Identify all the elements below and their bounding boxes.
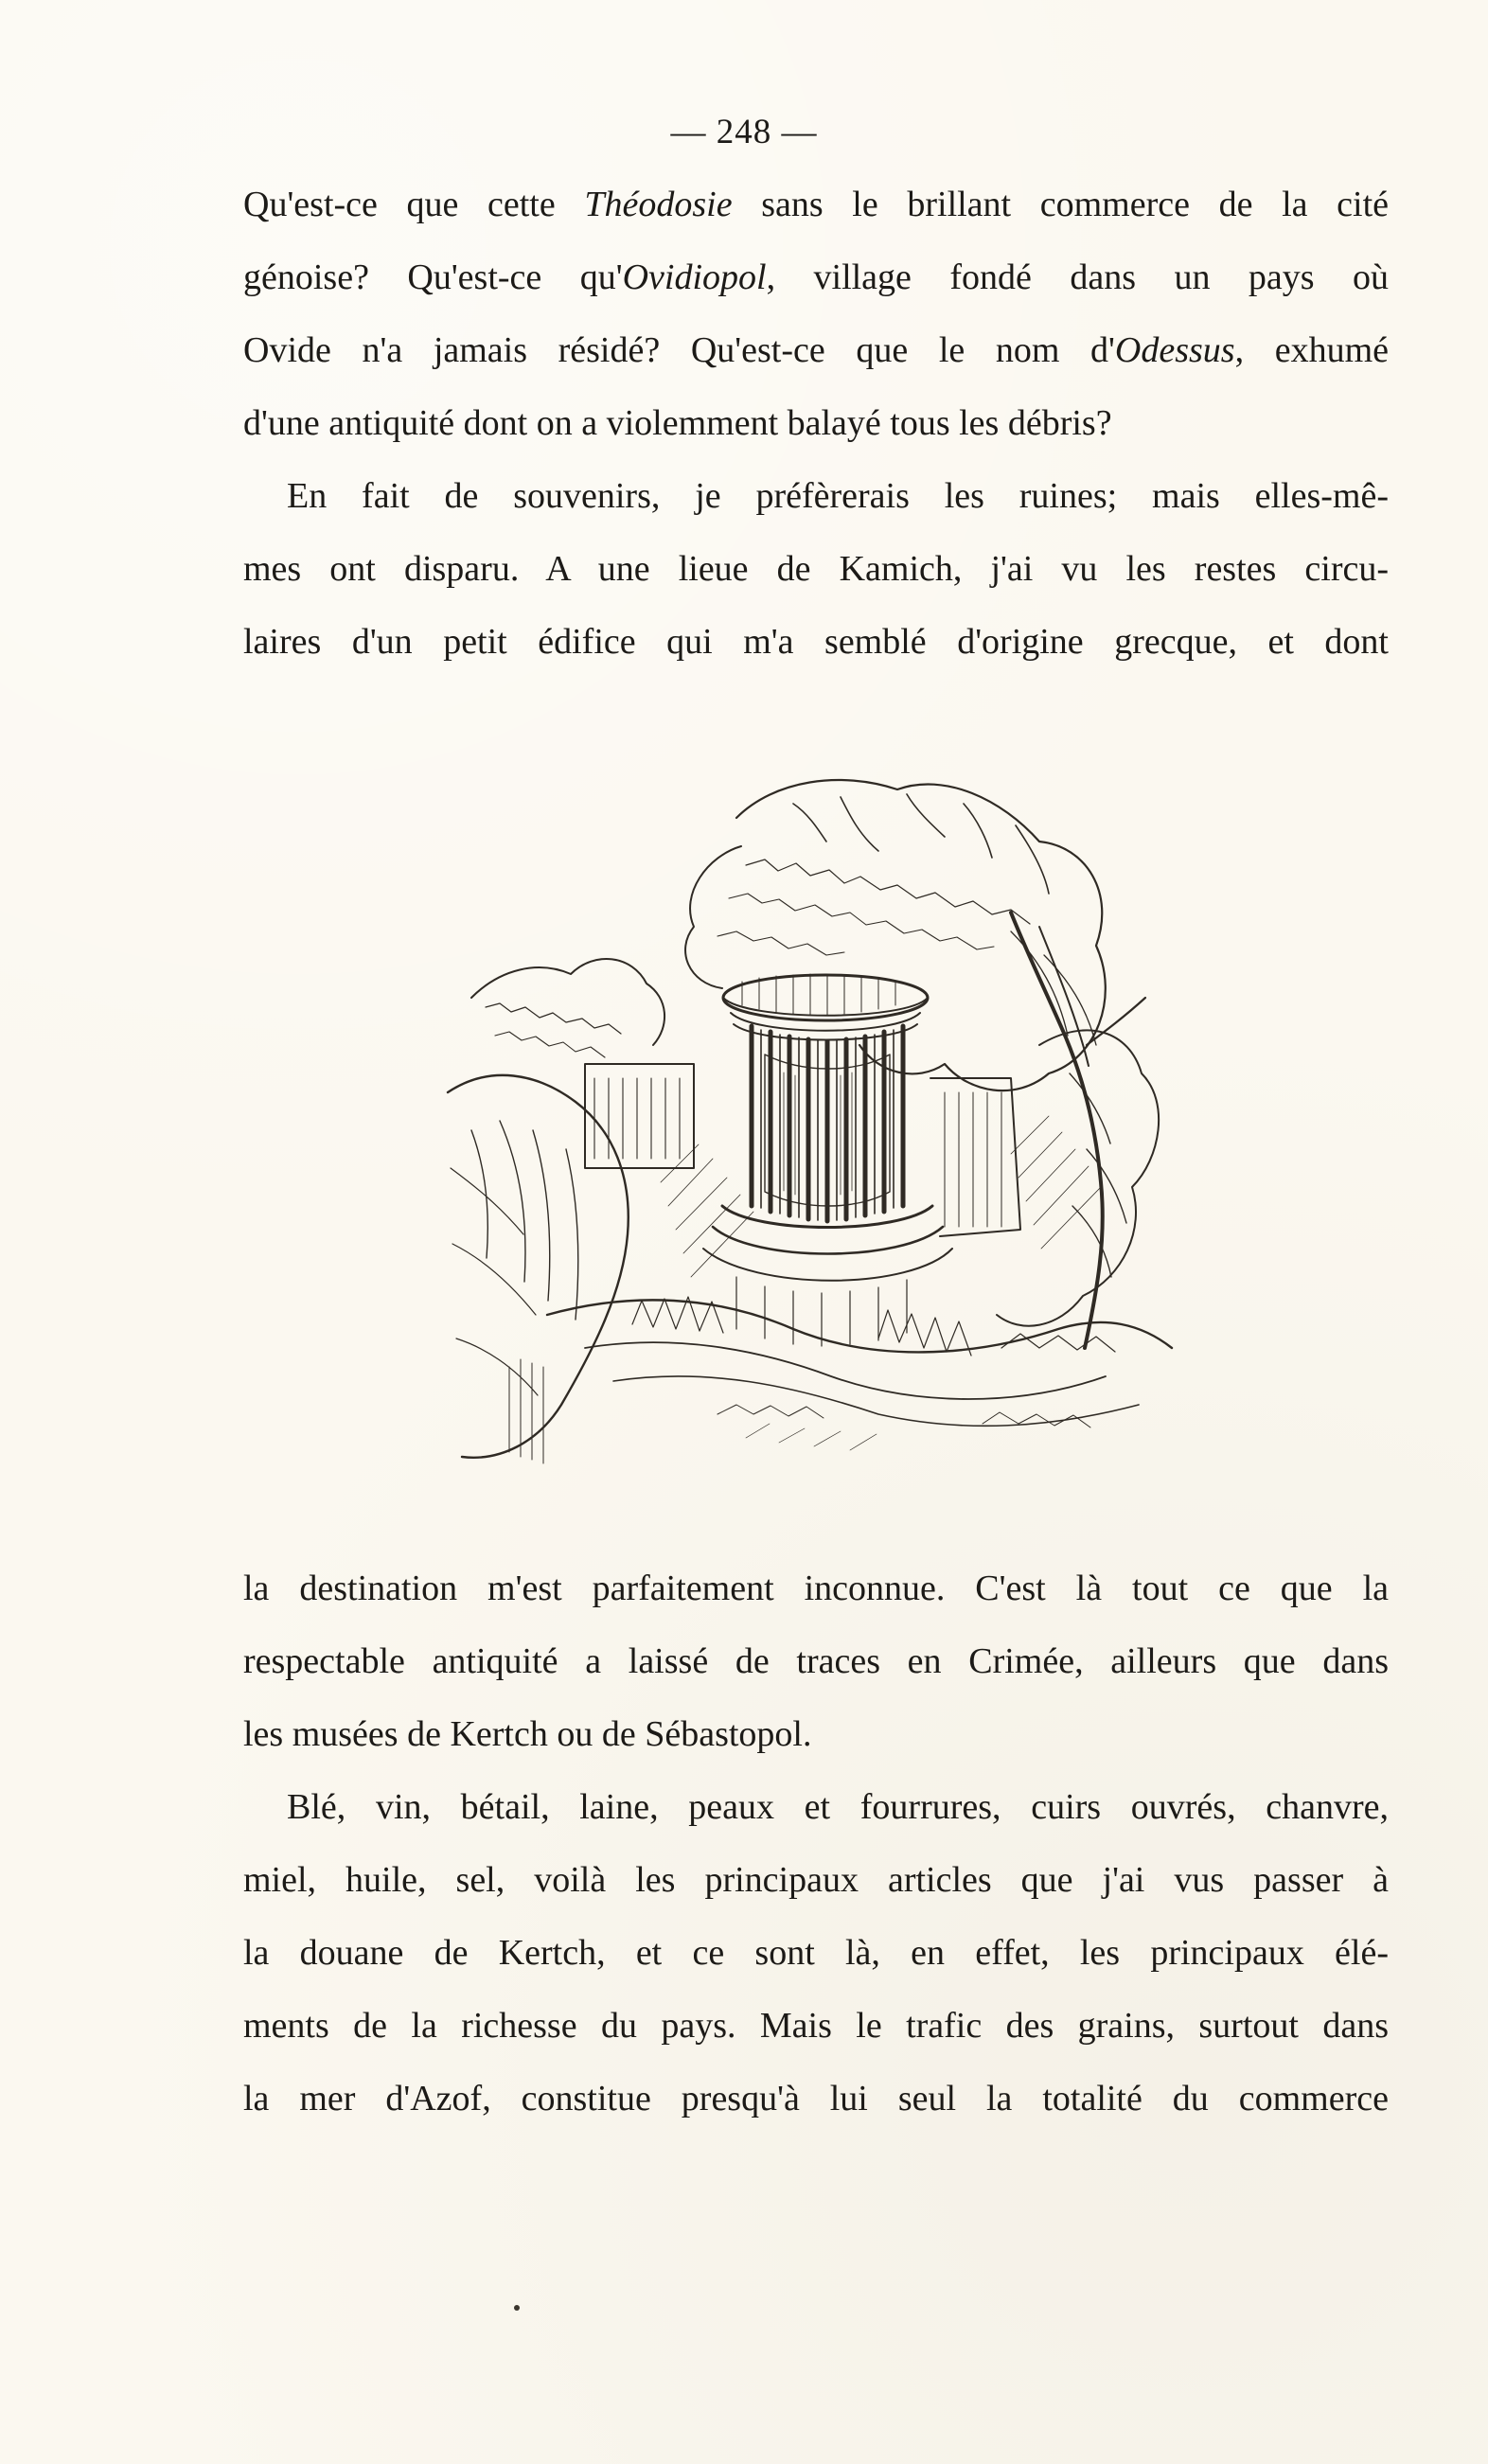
ink-speck: [514, 2305, 520, 2311]
text-line: Qu'est-ce que cette Théodosie sans le brillant commerce de la cité: [243, 185, 1390, 224]
text-line: mes ont disparu. A une lieue de Kamich, j'ai vu les restes circu-: [243, 549, 1389, 589]
text-line: ments de la richesse du pays. Mais le trafic des grains, surtout dans: [243, 2006, 1389, 2046]
text-line: En fait de souvenirs, je préfèrerais les ruines; mais elles-mê-: [287, 476, 1389, 516]
text-line: la mer d'Azof, constitue presqu'à lui seul la totalité du commerce: [243, 2079, 1389, 2118]
text-block-bottom: [243, 1552, 1389, 2136]
page-number: — 248 —: [670, 113, 818, 151]
text-line: Blé, vin, bétail, laine, peaux et fourrures, cuirs ouvrés, chanvre,: [287, 1787, 1389, 1827]
text-line: Ovide n'a jamais résidé? Qu'est-ce que le nom d'Odessus, exhumé: [243, 330, 1390, 370]
text-line: miel, huile, sel, voilà les principaux articles que j'ai vus passer à: [243, 1860, 1389, 1900]
text-line: respectable antiquité a laissé de traces en Crimée, ailleurs que dans: [243, 1641, 1389, 1681]
temple-illustration: [434, 761, 1191, 1480]
text-line: génoise? Qu'est-ce qu'Ovidiopol, village fondé dans un pays où: [243, 257, 1389, 297]
text-line: les musées de Kertch ou de Sébastopol.: [243, 1714, 812, 1754]
text-line: laires d'un petit édifice qui m'a semblé d'origine grecque, et dont: [243, 622, 1389, 662]
text-block-top: [243, 168, 1389, 679]
text-line: la douane de Kertch, et ce sont là, en effet, les principaux élé-: [243, 1933, 1389, 1973]
round-temple-ruins-engraving-icon: [448, 780, 1172, 1463]
text-line: d'une antiquité dont on a violemment balayé tous les débris?: [243, 403, 1112, 443]
text-line: la destination m'est parfaitement inconnue. C'est là tout ce que la: [243, 1569, 1389, 1608]
